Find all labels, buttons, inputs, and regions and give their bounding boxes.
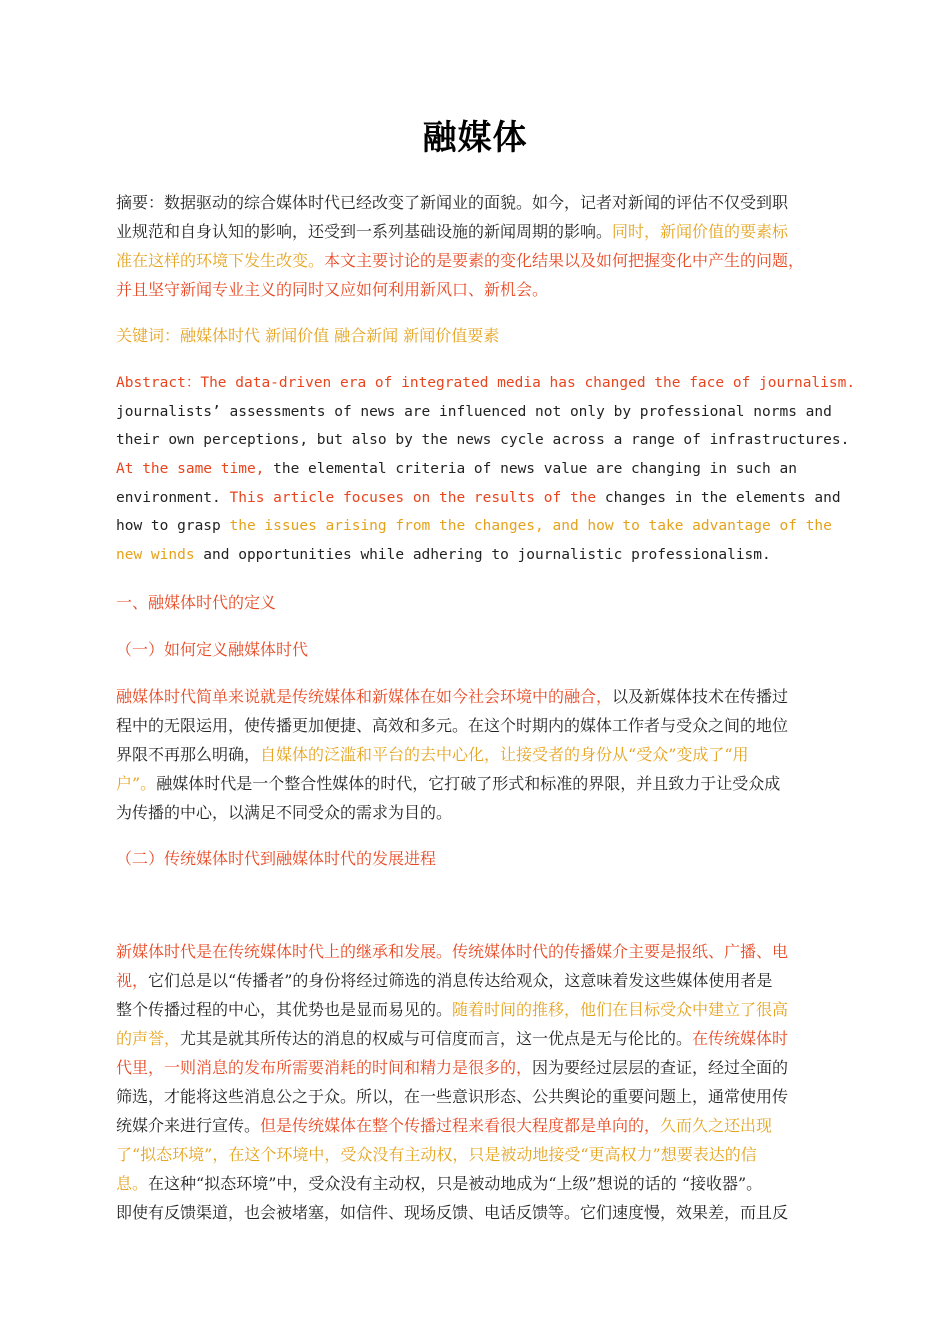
text-run: 因为要经过层层的查证，经过全面的 (532, 1058, 789, 1077)
text-line (116, 995, 828, 1024)
text-run: 在传统媒体时 (692, 1029, 789, 1048)
text-line (116, 1140, 828, 1169)
text-run: changes in the elements and (596, 489, 841, 506)
text-line (116, 246, 828, 275)
text-line (116, 512, 832, 541)
text-run: 但是传统媒体在整个传播过程来看很大程度都是单向的， (260, 1116, 661, 1135)
text-run: 整个传播过程的中心，其优势也是显而易见的。 (116, 1000, 453, 1019)
text-line (116, 455, 828, 484)
text-line (116, 635, 828, 664)
text-run: 为传播的中心，以满足不同受众的需求为目的。 (116, 803, 453, 822)
text-line (116, 1024, 828, 1053)
text-run: 视， (116, 971, 149, 990)
text-line (116, 369, 856, 398)
text-run: new winds (116, 547, 195, 564)
text-line (116, 844, 828, 873)
text-line (116, 769, 828, 798)
text-line (116, 711, 828, 740)
text-run: 界限不再那么明确， (116, 745, 261, 764)
text-line (116, 188, 828, 217)
text-run: 户”。 (116, 774, 157, 793)
text-run: 它们总是以“传播者”的身份将经过筛选的消息传达给观众，这意味着发这些媒体使用者是 (148, 971, 773, 990)
text-line (116, 588, 828, 617)
text-run: 新媒体时代是在传统媒体时代上的继承和发展。传统媒体时代的传播媒介主要是报纸、广播、电 (116, 942, 789, 961)
text-run: （一）如何定义融媒体时代 (116, 640, 309, 659)
text-run: Abstract：The data-driven era of integrated media has changed the face of journalism. (116, 375, 856, 391)
text-run: This article focuses on the results of the (229, 489, 597, 506)
document-title: 融媒体 (422, 118, 528, 158)
text-run: 摘要：数据驱动的综合媒体时代已经改变了新闻业的面貌。如今，记者对新闻的评估不仅受到职 (116, 193, 789, 212)
text-line (116, 1053, 828, 1082)
text-run: 久而久之还出现 (660, 1116, 773, 1135)
text-run: 融媒体时代是一个整合性媒体的时代，它打破了形式和标准的界限，并且致力于让受众成 (156, 774, 781, 793)
text-line (116, 1111, 828, 1140)
text-run: 业规范和自身认知的影响，还受到一系列基础设施的新闻周期的影响。 (116, 222, 613, 241)
text-run: 在这种“拟态环境”中，受众没有主动权，只是被动地成为“上级”想说的话的 “接收器”。 (148, 1174, 763, 1193)
text-run: （二）传统媒体时代到融媒体时代的发展进程 (116, 849, 437, 868)
text-run: and opportunities while adhering to journalistic professionalism. (194, 547, 771, 564)
text-line (116, 966, 828, 995)
text-line (116, 321, 828, 350)
text-line (116, 682, 828, 711)
paragraph-definition (116, 682, 828, 827)
text-line (116, 275, 828, 304)
text-run: 同时，新闻价值的要素标 (612, 222, 789, 241)
subsection-heading-1-1 (116, 635, 828, 664)
text-run: 代里，一则消息的发布所需要消耗的时间和精力是很多的， (116, 1058, 533, 1077)
text-run: the elemental criteria of news value are changing in such an (264, 461, 797, 478)
subsection-heading-1-2 (116, 844, 828, 873)
keywords (116, 321, 828, 350)
text-line (116, 484, 841, 513)
text-line (116, 1082, 828, 1111)
text-run: the issues arising from the changes, and how to take advantage of the (229, 518, 832, 535)
text-line (116, 398, 832, 427)
text-run: At the same time, (116, 461, 265, 478)
text-run: 准在这样的环境下发生改变。 (116, 251, 325, 270)
text-run: journalists’ assessments of news are influenced not only by professional norms and (116, 403, 832, 420)
abstract-chinese (116, 188, 828, 304)
text-run: 融媒体时代简单来说就是传统媒体和新媒体在如今社会环境中的融合， (116, 687, 613, 706)
text-line (116, 1198, 828, 1227)
text-line (116, 937, 828, 966)
text-line (116, 740, 828, 769)
text-run: 的声誉， (116, 1029, 181, 1048)
text-run: 随着时间的推移，他们在目标受众中建立了很高 (452, 1000, 789, 1019)
text-line (116, 1169, 828, 1198)
text-run: 筛选，才能将这些消息公之于众。所以，在一些意识形态、公共舆论的重要问题上，通常使用传 (116, 1087, 789, 1106)
text-line (116, 217, 828, 246)
text-run: 了“拟态环境”，在这个环境中，受众没有主动权，只是被动地接受“更高权力”想要表达的信 (116, 1145, 757, 1164)
text-run: 自媒体的泛滥和平台的去中心化，让接受者的身份从“受众”变成了“用 (260, 745, 749, 764)
text-run: 尤其是就其所传达的消息的权威与可信度而言，这一优点是无与伦比的。 (180, 1029, 693, 1048)
text-line (116, 798, 828, 827)
text-run: 并且坚守新闻专业主义的同时又应如何利用新风口、新机会。 (116, 280, 549, 299)
text-line (116, 426, 850, 455)
text-run: 息。 (116, 1174, 149, 1193)
text-run: 本文主要讨论的是要素的变化结果以及如何把握变化中产生的问题， (324, 251, 805, 270)
text-run: 一、融媒体时代的定义 (116, 593, 277, 612)
text-run: 关键词：融媒体时代 新闻价值 融合新闻 新闻价值要素 (116, 326, 500, 345)
text-run: environment. (116, 489, 230, 506)
text-run: 程中的无限运用，使传播更加便捷、高效和多元。在这个时期内的媒体工作者与受众之间的地位 (116, 716, 789, 735)
text-run: their own perceptions, but also by the news cycle across a range of infrastructures. (116, 432, 850, 449)
paragraph-development (116, 937, 828, 1227)
text-run: 统媒介来进行宣传。 (116, 1116, 261, 1135)
section-heading-1 (116, 588, 828, 617)
text-run: how to grasp (116, 518, 230, 535)
text-line (116, 541, 828, 570)
text-run: 即使有反馈渠道，也会被堵塞，如信件、现场反馈、电话反馈等。它们速度慢，效果差，而且反 (116, 1203, 789, 1222)
text-run: 以及新媒体技术在传播过 (612, 687, 789, 706)
abstract-english (116, 369, 856, 570)
